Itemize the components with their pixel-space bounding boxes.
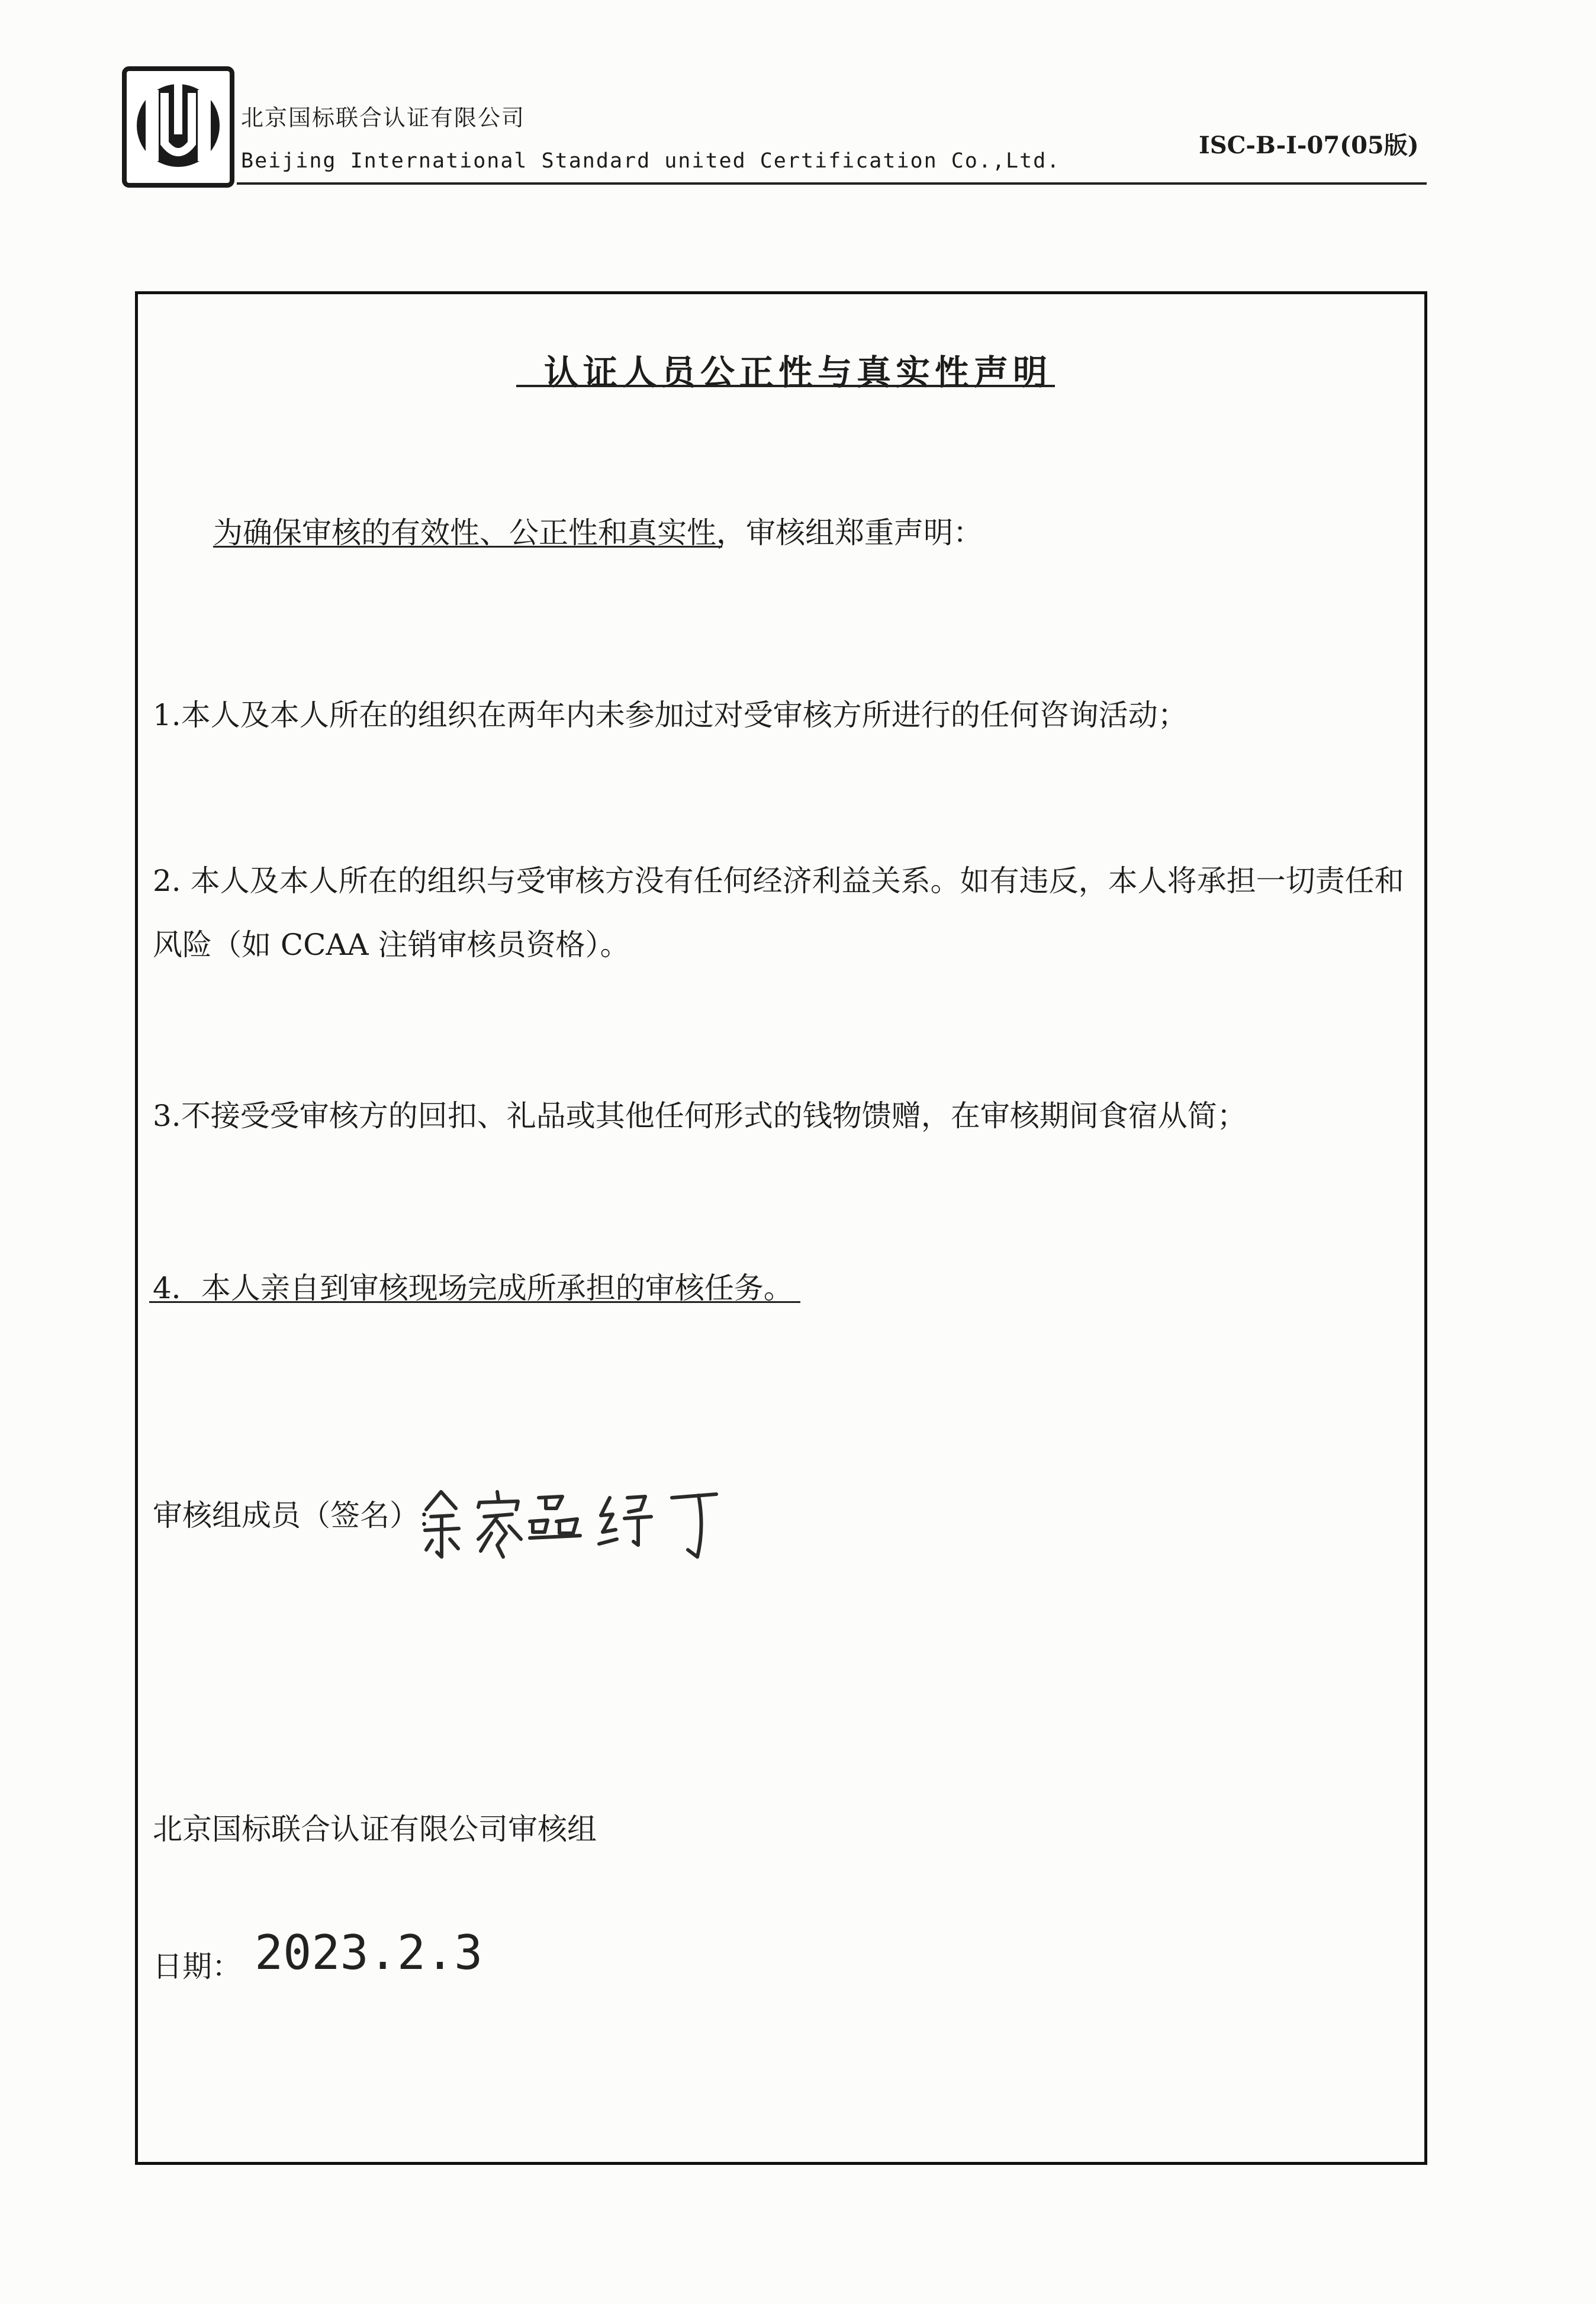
- item-4-underline: [149, 1301, 800, 1303]
- statement-item-3: 3.不接受受审核方的回扣、礼品或其他任何形式的钱物馈赠，在审核期间食宿从简；: [153, 1099, 1247, 1133]
- statement-item-1: 1.本人及本人所在的组织在两年内未参加过对受审核方所进行的任何咨询活动；: [153, 698, 1188, 732]
- handwritten-date: 2023.2.3: [255, 1925, 483, 1980]
- company-name-cn: 北京国标联合认证有限公司: [241, 105, 526, 131]
- date-label: 日期：: [153, 1949, 242, 1984]
- intro-underline: [213, 546, 722, 548]
- handwritten-signatures: [408, 1474, 740, 1569]
- statement-item-4: 4．本人亲自到审核现场完成所承担的审核任务。: [153, 1271, 793, 1305]
- organization-name: 北京国标联合认证有限公司审核组: [153, 1812, 597, 1846]
- company-name-en: Beijing International Standard united Certification Co.,Ltd.: [241, 149, 1061, 173]
- document-frame: [135, 291, 1427, 2165]
- intro-text: 为确保审核的有效性、公正性和真实性，审核组郑重声明：: [213, 516, 983, 550]
- form-code: ISC-B-I-07(05版): [1199, 131, 1419, 159]
- company-logo-icon: [122, 66, 234, 188]
- statement-item-2: 2. 本人及本人所在的组织与受审核方没有任何经济利益关系。如有违反，本人将承担一切责任和: [153, 864, 1404, 898]
- members-signature-label: 审核组成员（签名）:: [153, 1498, 429, 1533]
- header-divider: [237, 182, 1427, 185]
- title-underline: [516, 385, 1055, 387]
- statement-item-2-continued: 风险（如 CCAA 注销审核员资格）。: [153, 928, 630, 962]
- document-title: 认证人员公正性与真实性声明: [543, 352, 1052, 392]
